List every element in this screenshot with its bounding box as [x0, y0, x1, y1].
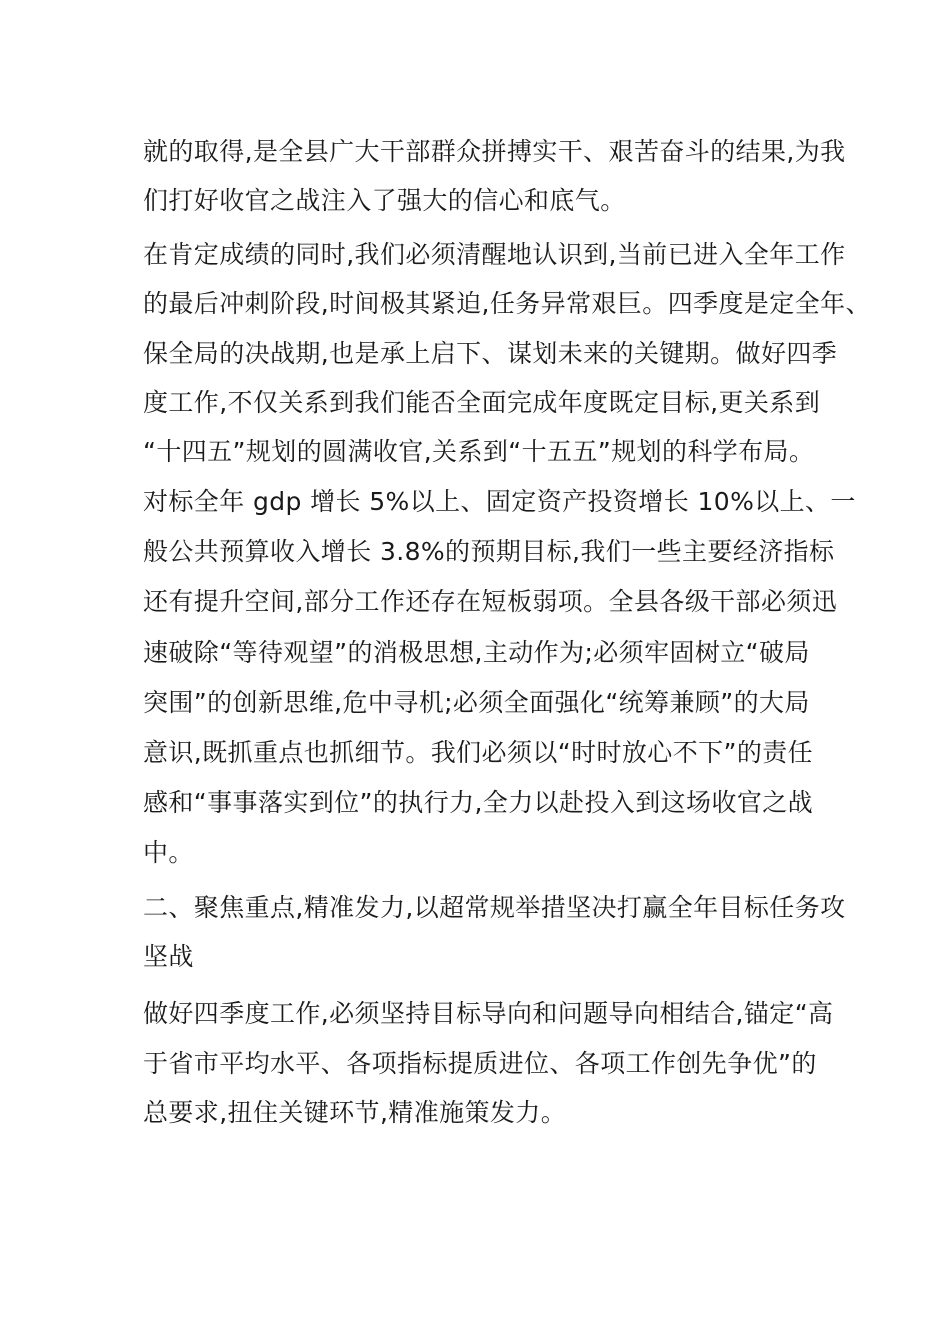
paragraph-1-line-2: 们打好收官之战注入了强大的信心和底气。: [143, 186, 626, 215]
paragraph-2-line-1: 在肯定成绩的同时,我们必须清醒地认识到,当前已进入全年工作: [143, 240, 846, 269]
paragraph-2-line-3: 保全局的决战期,也是承上启下、谋划未来的关键期。做好四季: [143, 339, 838, 368]
paragraph-2-line-2: 的最后冲刺阶段,时间极其紧迫,任务异常艰巨。四季度是定全年、: [143, 289, 871, 318]
paragraph-2-line-11: 意识,既抓重点也抓细节。我们必须以“时时放心不下”的责任: [143, 738, 814, 767]
paragraph-2-line-8: 还有提升空间,部分工作还存在短板弱项。全县各级干部必须迅: [143, 587, 838, 616]
paragraph-2-line-12: 感和“事事落实到位”的执行力,全力以赴投入到这场收官之战: [143, 788, 814, 817]
paragraph-2-line-10: 突围”的创新思维,危中寻机;必须全面强化“统筹兼顾”的大局: [143, 688, 810, 717]
paragraph-2-line-5: “十四五”规划的圆满收官,关系到“十五五”规划的科学布局。: [143, 437, 815, 466]
paragraph-3-line-2: 于省市平均水平、各项指标提质进位、各项工作创先争优”的: [143, 1049, 817, 1078]
paragraph-3-line-3: 总要求,扭住关键环节,精准施策发力。: [143, 1098, 567, 1127]
paragraph-2-line-4: 度工作,不仅关系到我们能否全面完成年度既定目标,更关系到: [143, 388, 821, 417]
paragraph-1-line-1: 就的取得,是全县广大干部群众拼搏实干、艰苦奋斗的结果,为我: [143, 137, 846, 166]
paragraph-2-line-9: 速破除“等待观望”的消极思想,主动作为;必须牢固树立“破局: [143, 638, 810, 667]
section-heading-line-2: 坚战: [143, 942, 194, 971]
paragraph-2-line-6: 对标全年 gdp 增长 5%以上、固定资产投资增长 10%以上、一: [143, 487, 856, 516]
paragraph-3-line-1: 做好四季度工作,必须坚持目标导向和问题导向相结合,锚定“高: [143, 999, 834, 1028]
paragraph-2-line-7: 般公共预算收入增长 3.8%的预期目标,我们一些主要经济指标: [143, 537, 835, 566]
paragraph-2-line-13: 中。: [143, 838, 194, 867]
section-heading-line-1: 二、聚焦重点,精准发力,以超常规举措坚决打赢全年目标任务攻: [143, 893, 846, 922]
